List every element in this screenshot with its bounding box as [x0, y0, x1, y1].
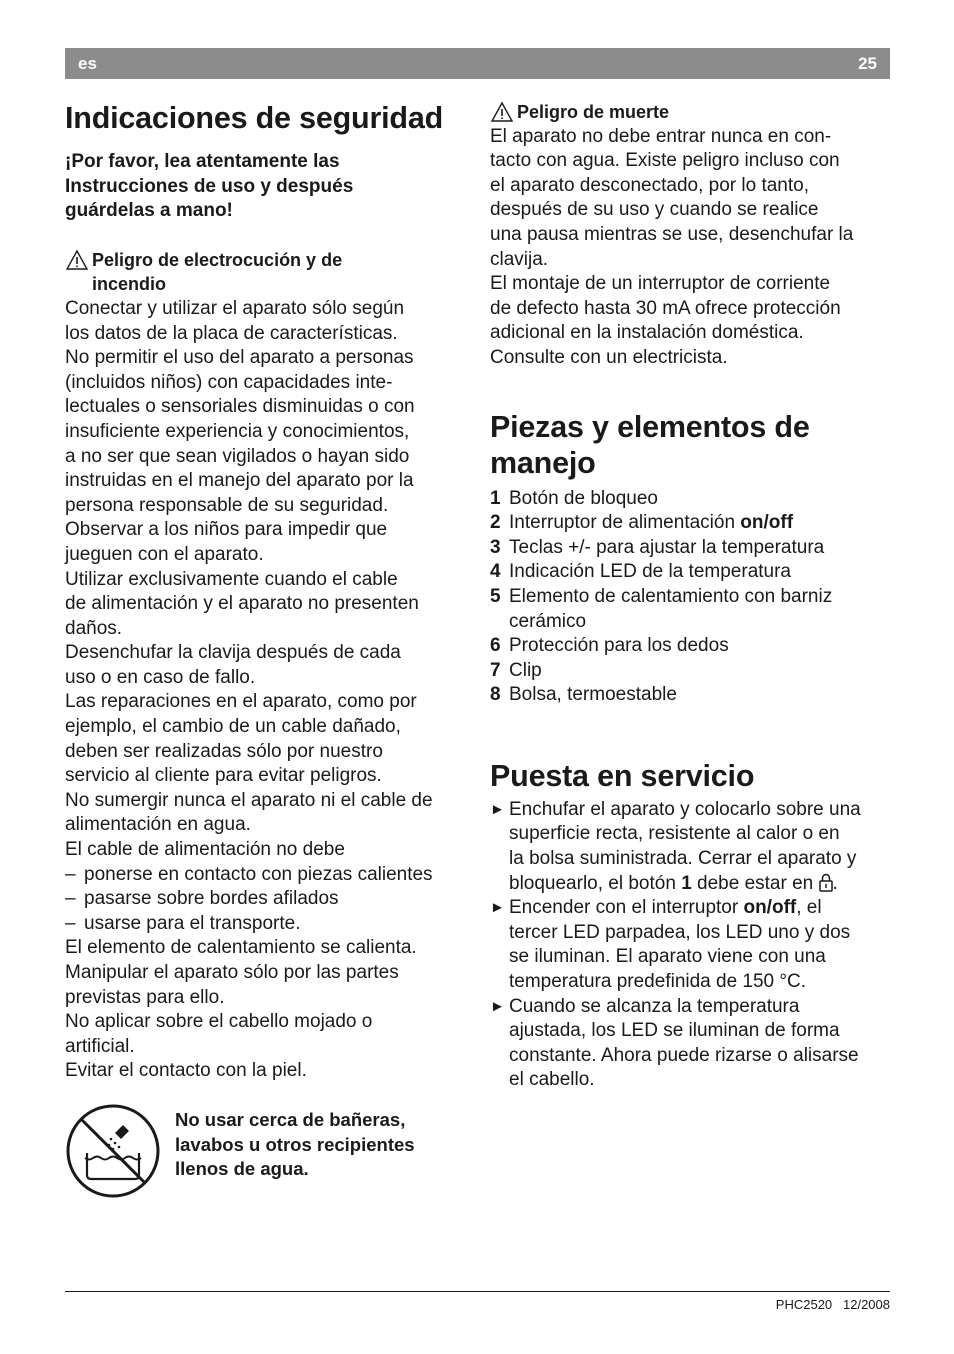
list-item: 2 Interruptor de alimentación on/off [490, 512, 794, 534]
death-warning-heading: Peligro de muerte [490, 100, 890, 125]
page-number: 25 [858, 54, 877, 73]
list-item: – ponerse en contacto con piezas calientes [65, 863, 433, 885]
list-item: 8 Bolsa, termoestable [490, 684, 677, 706]
list-item: ► Encender con el interruptor on/off, el tercer LED parpadea, los LED uno y dos se iluminan. El aparato viene con una temperatura predefinida de 150 °C. [490, 897, 851, 993]
list-item: 5 Elemento de calentamiento con barniz [490, 585, 833, 607]
safety-text-1: Conectar y utilizar el aparato sólo según los datos de la placa de características. No permitir el uso del aparato a personas (incluidos niños) con capacidades inte- lectuales o sensoriales disminuidas o con insuficiente experiencia y conocimientos, a no ser que sean vigilados o hayan sido instruidas en el manejo del aparato por la persona responsable de su seguridad. Observar a los niños para impedir que jueguen con el aparato. Utilizar exclusivamente cuando el cable de alimentación y el aparato no presenten daños. Desenchufar la clavija después de cada uso o en caso de fallo. Las reparaciones en el aparato, como por ejemplo, el cambio de un cable dañado, deben ser realizadas sólo por nuestro servicio al cliente para evitar peligros. No sumergir nunca el aparato ni el cable de alimentación en agua. El cable de alimentación no debe [65, 297, 433, 861]
list-item: 1 Botón de bloqueo [490, 487, 658, 509]
list-item: ► Enchufar el aparato y colocarlo sobre una superficie recta, resistente al calor o en la bolsa suministrada. Cerrar el aparato y bloquearlo, el botón 1 debe estar en . [490, 798, 861, 894]
safety-title: Indicaciones de seguridad [65, 101, 444, 135]
list-item: ► Cuando se alcanza la temperatura ajustada, los LED se iluminan de forma constante. Ahora puede rizarse o alisarse el cabello. [490, 995, 859, 1091]
list-item: – pasarse sobre bordes afilados [65, 888, 339, 910]
safety-text-2: El elemento de calentamiento se calienta. Manipular el aparato sólo por las partes previstas para ello. No aplicar sobre el cabello mojado o artificial. Evitar el contacto con la piel. [65, 937, 417, 1082]
list-item: – usarse para el transporte. [65, 912, 301, 934]
list-item: 6 Protección para los dedos [490, 635, 729, 657]
language-code: es [78, 54, 97, 73]
warning-triangle-icon [490, 101, 514, 123]
list-item: 3 Teclas +/- para ajustar la temperatura [490, 536, 825, 558]
death-warning-text: El aparato no debe entrar nunca en con- tacto con agua. Existe peligro incluso con el aparato desconectado, por lo tanto, después de su uso y cuando se realice una pausa mientras se use, desenchufar la clavija. El montaje de un interruptor de corriente de defecto hasta 30 mA ofrece protección adicional en la instalación doméstica. Consulte con un electricista. [490, 125, 854, 368]
footer-info: PHC2520 12/2008 [775, 1297, 890, 1312]
warning-triangle-icon [65, 249, 89, 271]
parts-list [490, 487, 890, 708]
list-item: cerámico [509, 610, 587, 632]
cable-dash-list [65, 863, 465, 937]
no-water-prohibition-icon [65, 1103, 161, 1199]
water-notice [65, 1103, 485, 1203]
footer-rule [65, 1291, 890, 1292]
electrocution-warning-heading: Peligro de electrocución y de incendio [65, 248, 465, 297]
page-header-bar [65, 48, 890, 79]
intro-note: ¡Por favor, lea atentamente las Instrucciones de uso y después guárdelas a mano! [65, 151, 354, 222]
parts-title: Piezas y elementos de manejo [490, 409, 810, 480]
lock-icon [819, 872, 833, 892]
left-column [65, 100, 465, 1084]
list-item: 4 Indicación LED de la temperatura [490, 561, 791, 583]
service-title: Puesta en servicio [490, 758, 755, 793]
right-column [490, 100, 890, 1093]
water-notice-text: No usar cerca de bañeras, lavabos u otros recipientes llenos de agua. [175, 1109, 415, 1180]
service-steps [490, 798, 890, 1093]
list-item: 7 Clip [490, 659, 542, 681]
